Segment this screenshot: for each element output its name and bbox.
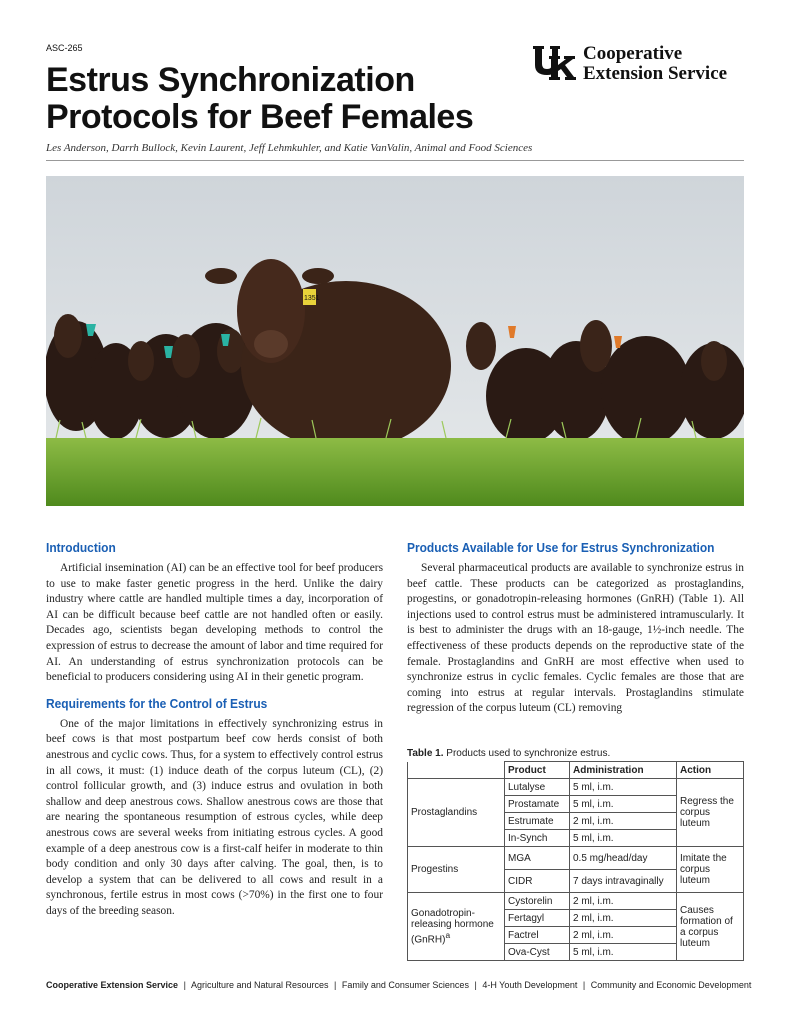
action-cell: Imitate the corpus luteum <box>677 847 744 893</box>
administration-cell: 2 ml, i.m. <box>570 813 677 830</box>
title-line-2: Protocols for Beef Females <box>46 98 474 136</box>
footer-unit: 4-H Youth Development <box>482 980 578 990</box>
table-header-blank <box>408 762 505 779</box>
footer-separator: | <box>474 980 477 990</box>
table-caption-text: Products used to synchronize estrus. <box>446 748 611 759</box>
introduction-text: Artificial insemination (AI) can be an effective tool for beef producers to use to make faster genetic progress in the herd. Unlike the dairy industry where cattle are handled multiple times a day, incorporation of AI can be difficult because beef cattle are not handled often or easily. Decades ago, scientists began developing methods to control the expression of estrus to decrease the amount of labor and time required for AI. An understanding of estrus synchronization protocols can be beneficial to producers considering using AI in their genetic program. <box>46 562 383 684</box>
introduction-heading: Introduction <box>46 540 116 555</box>
table-caption <box>407 748 610 759</box>
table-row <box>408 847 744 870</box>
footer-separator: | <box>334 980 337 990</box>
right-column <box>407 540 744 717</box>
footer-separator: | <box>582 980 586 990</box>
products-table <box>407 761 744 961</box>
product-cell: Ova-Cyst <box>505 944 570 961</box>
footer <box>46 980 756 990</box>
administration-cell: 7 days intravaginally <box>570 870 677 893</box>
administration-cell: 2 ml, i.m. <box>570 927 677 944</box>
group-name: Progestins <box>408 847 505 893</box>
product-cell: Estrumate <box>505 813 570 830</box>
products-heading: Products Available for Use for Estrus Synchronization <box>407 540 715 555</box>
requirements-text: One of the major limitations in effectively synchronizing estrus in beef cows is that most postpartum beef cow herds consist of both anestrous and cyclic cows. Thus, for a system to effectively control estrus in all cows, it must: (1) induce death of the corpus luteum (CL), (2) control follicular growth, and (3) induce estrus and ovulation in both shallow and deep anestrous cows. Shallow anestrous cows are those that are nearing the spontaneous resumption of estrous cycles, while deep anestrous cows are several weeks from initiating estrous cycles. A good example of a deep anestrous cow is a first-calf heifer in moderate to thin body condition and only 30 days after calving. The goal, then, is to develop a system that can be delivered to all cows and result in a synchronous, fertile estrus in most cows (>70%) in the first one to four days of the breeding season. <box>46 717 383 917</box>
product-cell: Factrel <box>505 927 570 944</box>
requirements-heading: Requirements for the Control of Estrus <box>46 695 268 711</box>
product-cell: Prostamate <box>505 796 570 813</box>
action-cell: Regress the corpus luteum <box>677 779 744 847</box>
products-text: Several pharmaceutical products are available to synchronize estrus in beef cattle. These products can be categorized as prostaglandins, progestins, or gonadotropin-releasing hormones (GnRH) (Table 1). All injections used to control estrus must be administered intramuscularly. It is best to administer the drugs with an 18-gauge, 1½-inch needle. The effectiveness of these products depends on the reproductive state of the female. Prostaglandins and GnRH are most effective when used to synchronize estrus in cyclic females. Cyclic females are those that are coming into estrus at regular intervals. Prostaglandins stimulate regression of the corpus luteum (CL) removing <box>407 562 744 715</box>
product-cell: Fertagyl <box>505 910 570 927</box>
product-cell: In-Synch <box>505 830 570 847</box>
product-cell: Cystorelin <box>505 893 570 910</box>
logo-line-2: Extension Service <box>583 63 728 84</box>
administration-cell: 2 ml, i.m. <box>570 893 677 910</box>
product-cell: Lutalyse <box>505 779 570 796</box>
footer-unit: Community and Economic Development <box>590 980 752 990</box>
uk-logo-icon <box>532 44 578 84</box>
title-line-1: Estrus Synchronization <box>46 61 415 99</box>
group-name-footnote: a <box>445 929 451 940</box>
cattle-photo <box>46 176 744 506</box>
logo-text <box>583 44 727 84</box>
title-divider <box>46 160 744 161</box>
footer-unit: Agriculture and Natural Resources <box>190 980 329 990</box>
group-name-text: Gonadotropin-releasing hormone (GnRH) <box>411 907 494 946</box>
product-cell: MGA <box>505 847 570 870</box>
ear-tag-number: 1351 <box>304 295 320 302</box>
footer-unit: Family and Consumer Sciences <box>341 980 469 990</box>
administration-cell: 5 ml, i.m. <box>570 779 677 796</box>
administration-cell: 2 ml, i.m. <box>570 910 677 927</box>
group-name <box>408 893 505 961</box>
extension-logo <box>532 44 752 86</box>
document-id: ASC-265 <box>46 43 83 53</box>
administration-cell: 0.5 mg/head/day <box>570 847 677 870</box>
authors-line: Les Anderson, Darrh Bullock, Kevin Laurent, Jeff Lehmkuhler, and Katie VanValin, Animal and Food Sciences <box>46 142 533 154</box>
footer-separator: | <box>183 980 186 990</box>
table-header-product: Product <box>505 762 570 779</box>
group-name: Prostaglandins <box>408 779 505 847</box>
table-row <box>408 779 744 796</box>
product-cell: CIDR <box>505 870 570 893</box>
table-row <box>408 893 744 910</box>
left-column <box>46 540 383 919</box>
page-title <box>46 62 526 136</box>
administration-cell: 5 ml, i.m. <box>570 830 677 847</box>
administration-cell: 5 ml, i.m. <box>570 944 677 961</box>
action-cell: Causes formation of a corpus luteum <box>677 893 744 961</box>
footer-org: Cooperative Extension Service <box>46 980 179 990</box>
table-header-action: Action <box>677 762 744 779</box>
administration-cell: 5 ml, i.m. <box>570 796 677 813</box>
table-header-administration: Administration <box>570 762 677 779</box>
table-header-row <box>408 762 744 779</box>
table-caption-label: Table 1. <box>407 748 444 759</box>
logo-line-1: Cooperative <box>583 43 683 64</box>
